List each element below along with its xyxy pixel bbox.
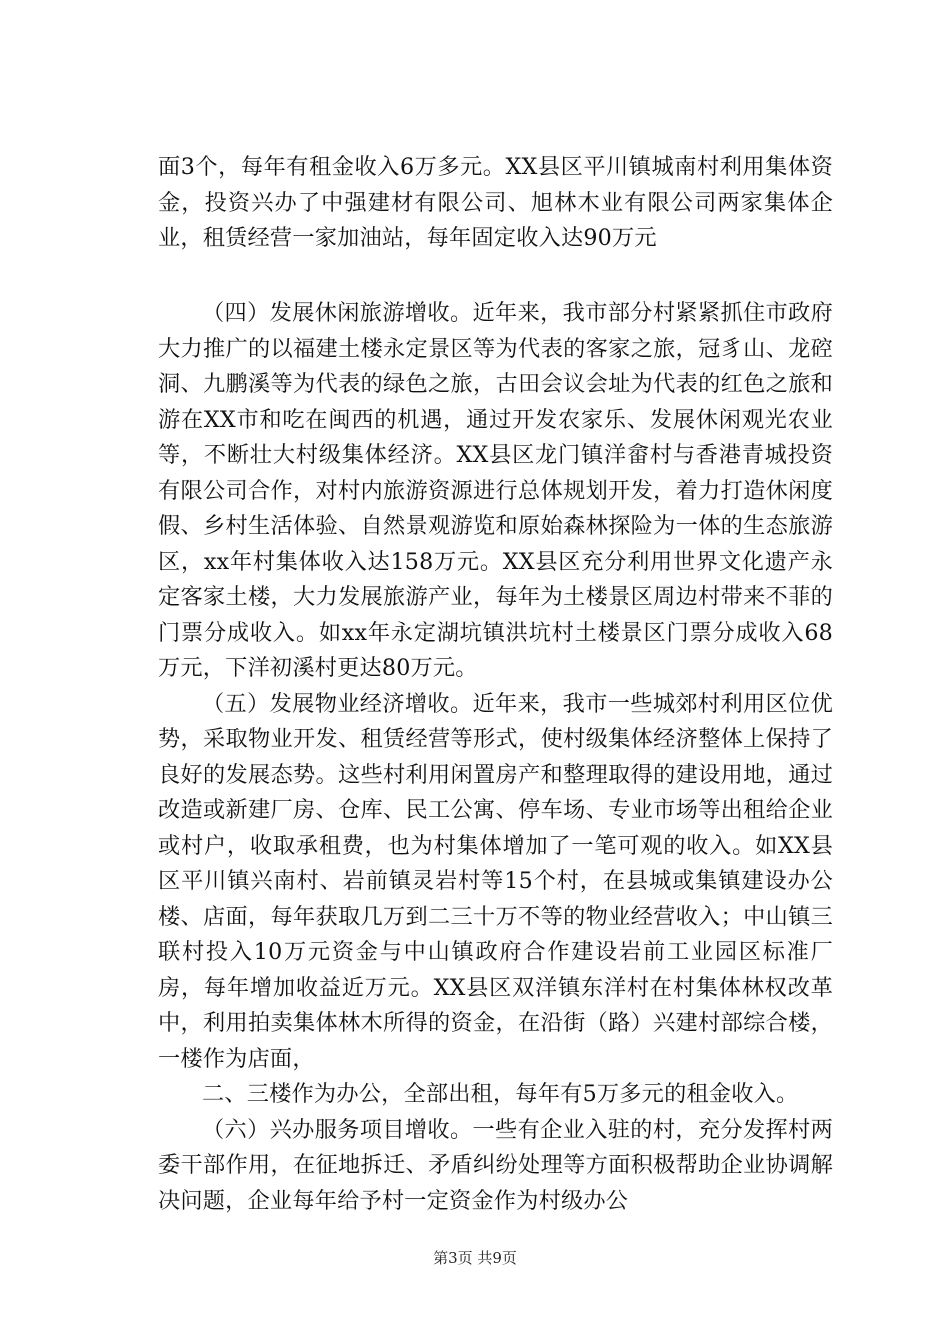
paragraph-5-continuation: 二、三楼作为办公，全部出租，每年有5万多元的租金收入。 — [202, 1081, 799, 1107]
paragraph-4-leisure-tourism: （四）发展休闲旅游增收。近年来，我市部分村紧紧抓住市政府大力推广的以福建土楼永定景区等为代表的客家之旅，冠豸山、龙硿洞、九鹏溪等为代表的绿色之旅，古田会议会址为代表的红色之旅和游在XX市和吃在闽西的机遇，通过开发农家乐、发展休闲观光农业等，不断壮大村级集体经济。XX县区龙门镇洋畲村与香港青城投资有限公司合作，对村内旅游资源进行总体规划开发，着力打造休闲度假、乡村生活体验、自然景观游览和原始森林探险为一体的生态旅游区，xx年村集体收入达158万元。XX县区充分利用世界文化遗产永定客家土楼，大力发展旅游产业，每年为土楼景区周边村带来不菲的门票分成收入。如xx年永定湖坑镇洪坑村土楼景区门票分成收入68万元，下洋初溪村更达80万元。 — [158, 300, 833, 681]
text-block-main — [158, 296, 833, 1219]
paragraph-continued: 面3个，每年有租金收入6万多元。XX县区平川镇城南村利用集体资金，投资兴办了中强建材有限公司、旭林木业有限公司两家集体企业，租赁经营一家加油站，每年固定收入达90万元 — [158, 154, 833, 251]
page-number-footer: 第3页 共9页 — [433, 1249, 517, 1267]
paragraph-5-property-economy: （五）发展物业经济增收。近年来，我市一些城郊村利用区位优势，采取物业开发、租赁经营等形式，使村级集体经济整体上保持了良好的发展态势。这些村利用闲置房产和整理取得的建设用地，通过改造或新建厂房、仓库、民工公寓、停车场、专业市场等出租给企业或村户，收取承租费，也为村集体增加了一笔可观的收入。如XX县区平川镇兴南村、岩前镇灵岩村等15个村，在县城或集镇建设办公楼、店面，每年获取几万到二三十万不等的物业经营收入；中山镇三联村投入10万元资金与中山镇政府合作建设岩前工业园区标准厂房，每年增加收益近万元。XX县区双洋镇东洋村在村集体林权改革中，利用拍卖集体林木所得的资金，在沿街（路）兴建村部综合楼，一楼作为店面， — [158, 690, 833, 1072]
text-block-top — [158, 150, 833, 257]
paragraph-6-service-projects: （六）兴办服务项目增收。一些有企业入驻的村，充分发挥村两委干部作用，在征地拆迁、矛盾纠纷处理等方面积极帮助企业协调解决问题，企业每年给予村一定资金作为村级办公 — [158, 1116, 833, 1214]
